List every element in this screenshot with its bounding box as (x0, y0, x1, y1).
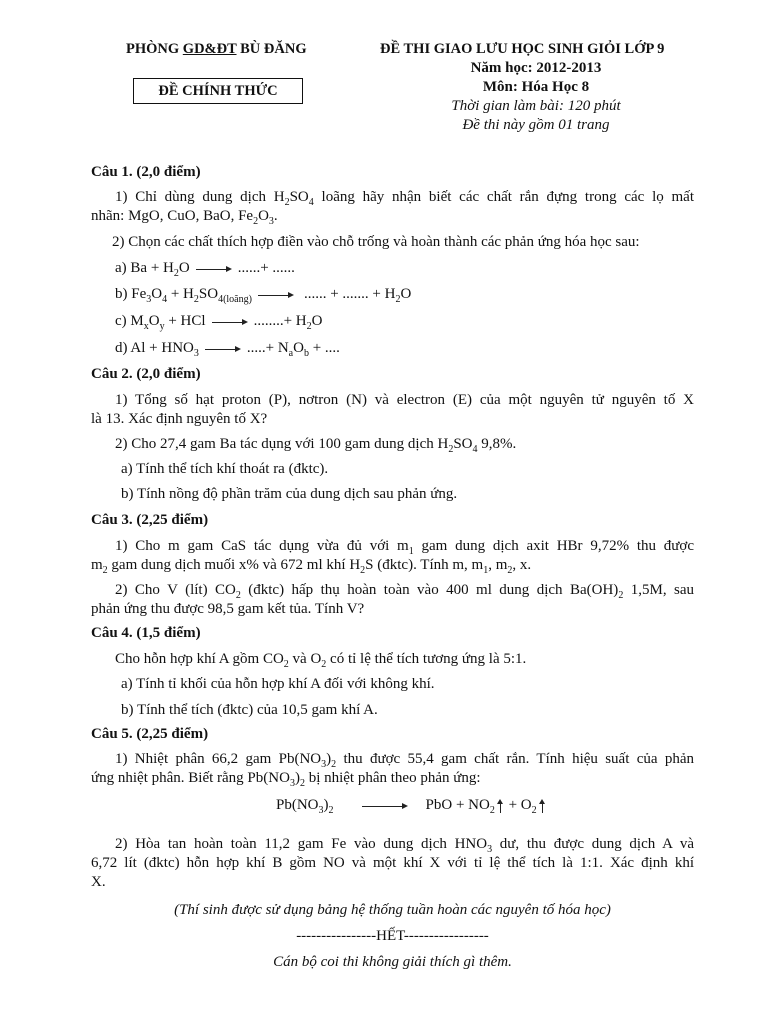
department-name: PHÒNG GD&ĐT BÙ ĐĂNG (126, 41, 307, 57)
question-5-part-1: 1) Nhiệt phân 66,2 gam $Pb(NO_3)_2$ thu được 55,4 gam chất rắn. Tính hiệu suất của phản (115, 751, 694, 770)
question-5-part-2: 2) Hòa tan hoàn toàn 11,2 gam Fe vào dung dịch $HNO_3$ dư, thu được dung dịch A và (115, 836, 694, 855)
end-marker: ----------------HẾT----------------- (296, 928, 489, 944)
thermal-decomposition-equation: $Pb(NO_3)_2$ PbO + $NO_2 + O_2$ (276, 797, 547, 814)
reaction-c: c) $M_xO_y$ + HCl ........+ $H_2O$ (115, 313, 323, 332)
question-4-heading: Câu 4. (1,5 điểm) (91, 625, 201, 641)
gas-up-arrow (539, 799, 547, 813)
question-3-part-2-line-2: phản ứng thu được 98,5 gam kết tủa. Tính V? (91, 601, 365, 617)
official-exam-box: ĐỀ CHÍNH THỨC (133, 78, 303, 104)
exam-time: Thời gian làm bài: 120 phút (451, 98, 621, 114)
question-5-heading: Câu 5. (2,25 điểm) (91, 726, 209, 742)
question-2-item-a: a) Tính thể tích khí thoát ra (đktc). (121, 461, 329, 477)
question-1-part-1: 1) Chỉ dùng dung dịch $H_2SO_4$ loãng hãy nhận biết các chất rắn đựng trong các lọ mất (115, 189, 694, 208)
question-3-part-2: 2) Cho V (lít) $CO_2$ (đktc) hấp thụ hoàn toàn vào 400 ml dung dịch $Ba(OH)_2$ 1,5M, sau (115, 582, 694, 601)
question-5-part-2-line-3: X. (91, 874, 106, 890)
school-year: Năm học: 2012-2013 (470, 60, 602, 76)
subject: Môn: Hóa Học 8 (482, 79, 590, 95)
reaction-arrow (196, 266, 232, 272)
page-count: Đề thi này gồm 01 trang (462, 117, 610, 133)
question-2-heading: Câu 2. (2,0 điểm) (91, 366, 201, 382)
question-1-heading: Câu 1. (2,0 điểm) (91, 164, 201, 180)
question-4-item-a: a) Tính tỉ khối của hỗn hợp khí A đối với không khí. (121, 676, 435, 692)
question-4-statement: Cho hỗn hợp khí A gồm $CO_2$ và $O_2$ có tỉ lệ thể tích tương ứng là 5:1. (115, 651, 527, 670)
question-2-part-1: 1) Tổng số hạt proton (P), nơtron (N) và electron (E) của một nguyên tử nguyên tố X (115, 392, 694, 408)
question-3-part-1-line-2: $m_2$ gam dung dịch muối x% và 672 ml khí $H_2S$ (đktc). Tính m, $m_1$, $m_2$, x. (91, 557, 532, 576)
heat-reaction-arrow (362, 803, 408, 809)
question-2-part-1-line-2: là 13. Xác định nguyên tố X? (91, 411, 268, 427)
proctor-note: Cán bộ coi thi không giải thích gì thêm. (273, 954, 512, 970)
question-2-part-2: 2) Cho 27,4 gam Ba tác dụng với 100 gam dung dịch $H_2SO_4$ 9,8%. (115, 436, 517, 455)
question-2-item-b: b) Tính nồng độ phần trăm của dung dịch sau phản ứng. (121, 486, 458, 502)
question-1-part-2: 2) Chọn các chất thích hợp điền vào chỗ trống và hoàn thành các phản ứng hóa học sau: (112, 234, 640, 250)
question-3-heading: Câu 3. (2,25 điểm) (91, 512, 209, 528)
reaction-d: d) $Al + HNO_3$ .....+ $N_aO_b$ + .... (115, 340, 340, 359)
reaction-b: b) $Fe_3O_4 + H_2SO_{4(loãng)}$ ...... + ....... + $H_2O$ (115, 286, 412, 305)
question-5-part-2-line-2: 6,72 lít (đktc) hỗn hợp khí B gồm NO và một khí X với tỉ lệ thể tích là 1:1. Xác định khí (91, 855, 694, 871)
reaction-a: a) $Ba + H_2O$ ......+ ...... (115, 260, 295, 279)
reaction-arrow (258, 292, 294, 298)
gas-up-arrow (497, 799, 505, 813)
question-4-item-b: b) Tính thể tích (đktc) của 10,5 gam khí A. (121, 702, 378, 718)
reaction-arrow (205, 346, 241, 352)
reaction-arrow (212, 319, 248, 325)
periodic-table-note: (Thí sinh được sử dụng bảng hệ thống tuần hoàn các nguyên tố hóa học) (174, 902, 611, 918)
question-5-part-1-line-2: ứng nhiệt phân. Biết rằng $Pb(NO_3)_2$ bị nhiệt phân theo phản ứng: (91, 770, 481, 789)
exam-title: ĐỀ THI GIAO LƯU HỌC SINH GIỎI LỚP 9 (380, 41, 665, 57)
question-1-part-1-line-2: nhãn: MgO, CuO, BaO, $Fe_2O_3$. (91, 208, 278, 227)
question-3-part-1: 1) Cho m gam CaS tác dụng vừa đủ với $m_1$ gam dung dịch axit HBr 9,72% thu được (115, 538, 694, 557)
